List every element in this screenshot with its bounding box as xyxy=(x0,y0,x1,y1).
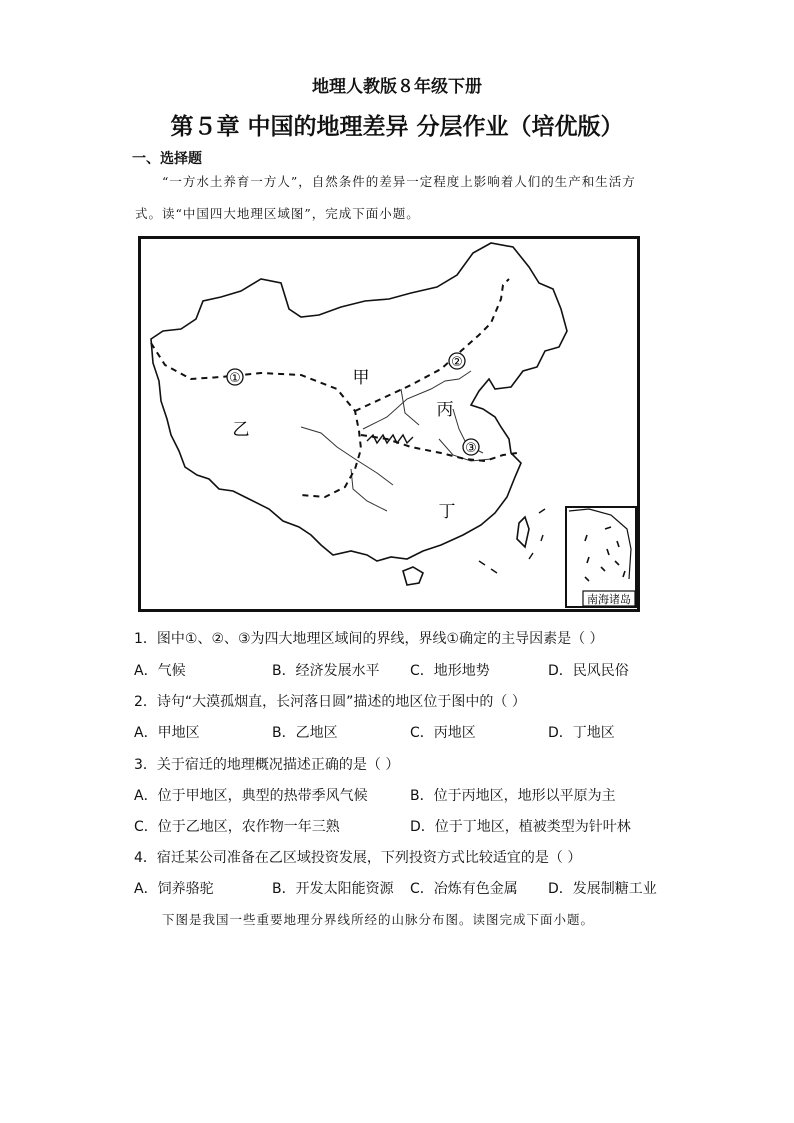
question-3-option-d[interactable]: D．位于丁地区，植被类型为针叶林 xyxy=(410,819,631,835)
question-4-stem: 4．宿迁某公司准备在乙区域投资发展，下列投资方式比较适宜的是（ ） xyxy=(134,850,582,866)
region-label-ding: 丁 xyxy=(438,502,456,522)
question-4-option-a[interactable]: A．饲养骆驼 xyxy=(134,881,214,897)
boundary-marker-1: ① xyxy=(229,371,241,386)
boundary-marker-3: ③ xyxy=(465,441,477,456)
inset-label: 南海诸岛 xyxy=(587,593,631,606)
intro-line-1: “一方水土养育一方人”，自然条件的差异一定程度上影响着人们的生产和生活方 xyxy=(162,174,636,189)
region-boundaries xyxy=(151,279,517,497)
question-4-option-c[interactable]: C．冶炼有色金属 xyxy=(410,881,518,897)
region-label-yi: 乙 xyxy=(232,420,250,440)
question-2-option-b[interactable]: B．乙地区 xyxy=(272,725,338,741)
chapter-title: 第５章 中国的地理差异 分层作业（培优版） xyxy=(170,114,624,140)
taiwan-island xyxy=(517,517,529,547)
question-2-option-c[interactable]: C．丙地区 xyxy=(410,725,476,741)
china-regions-map xyxy=(138,236,640,612)
map-drawing xyxy=(141,239,637,609)
south-sea-inset xyxy=(566,507,636,607)
question-1-option-a[interactable]: A．气候 xyxy=(134,663,186,679)
intro-line-2: 式。读“中国四大地理区域图”，完成下面小题。 xyxy=(135,206,420,221)
question-2-option-d[interactable]: D．丁地区 xyxy=(548,725,615,741)
question-1-option-c[interactable]: C．地形地势 xyxy=(410,663,490,679)
boundary-marker-2: ② xyxy=(451,355,463,370)
region-label-jia: 甲 xyxy=(352,368,370,388)
question-3-option-b[interactable]: B．位于丙地区，地形以平原为主 xyxy=(410,788,616,804)
question-4-option-b[interactable]: B．开发太阳能资源 xyxy=(272,881,394,897)
hainan-island xyxy=(403,567,423,585)
question-1-stem: 1．图中①、②、③为四大地理区域间的界线，界线①确定的主导因素是（ ） xyxy=(134,631,604,647)
region-label-bing: 丙 xyxy=(436,400,454,420)
section-heading: 一、选择题 xyxy=(132,151,202,167)
next-section-note: 下图是我国一些重要地理分界线所经的山脉分布图。读图完成下面小题。 xyxy=(162,912,595,927)
question-2-option-a[interactable]: A．甲地区 xyxy=(134,725,200,741)
question-4-option-d[interactable]: D．发展制糖工业 xyxy=(548,881,657,897)
question-3-option-a[interactable]: A．位于甲地区，典型的热带季风气候 xyxy=(134,788,368,804)
question-1-option-b[interactable]: B．经济发展水平 xyxy=(272,663,380,679)
question-1-option-d[interactable]: D．民风民俗 xyxy=(548,663,629,679)
question-2-stem: 2．诗句“大漠孤烟直，长河落日圆”描述的地区位于图中的（ ） xyxy=(134,694,526,710)
document-subject: 地理人教版８年级下册 xyxy=(312,77,482,97)
question-3-stem: 3．关于宿迁的地理概况描述正确的是（ ） xyxy=(134,757,400,773)
china-outline xyxy=(151,243,567,561)
question-3-option-c[interactable]: C．位于乙地区，农作物一年三熟 xyxy=(134,819,340,835)
